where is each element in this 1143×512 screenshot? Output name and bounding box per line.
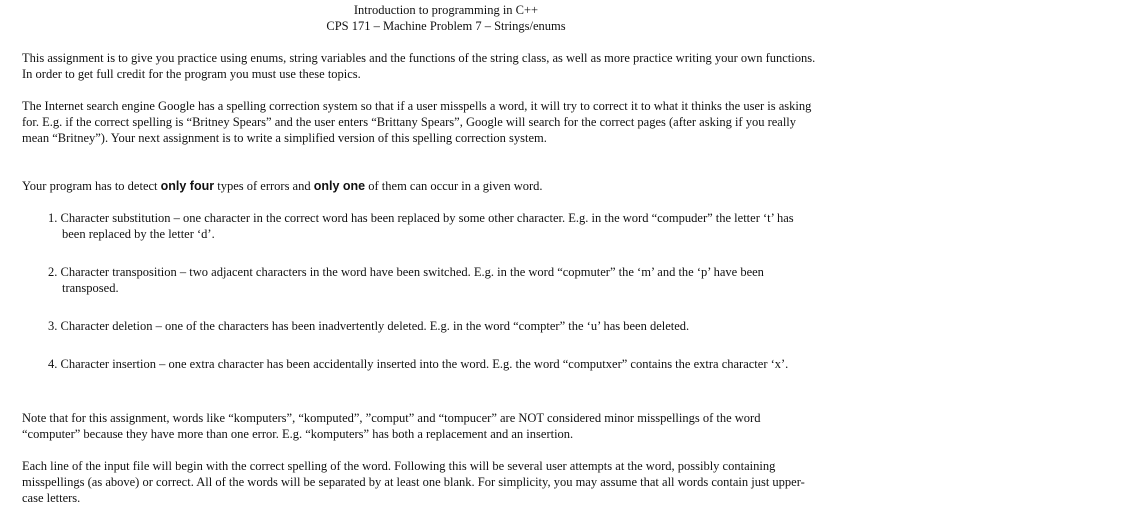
emphasis-only-one: only one	[313, 179, 366, 193]
error-types-text-3: of them can occur in a given word.	[365, 179, 543, 193]
google-paragraph-line-2: for. E.g. if the correct spelling is “Britney Spears” and the user enters “Brittany Spears”, Google will search for the correct pages (after asking if you really	[22, 115, 797, 129]
input-file-paragraph-line-3: case letters.	[22, 491, 81, 505]
emphasis-only-four: only four	[160, 179, 215, 193]
input-file-paragraph-line-1: Each line of the input file will begin with the correct spelling of the word. Following this will be several user attempts at the word, possibly containing	[22, 459, 776, 473]
input-file-paragraph-line-2: misspellings (as above) or correct. All of the words will be separated by at least one blank. For simplicity, you may assume that all words contain just upper-	[22, 475, 805, 489]
course-title: Introduction to programming in C++	[353, 3, 539, 17]
note-paragraph-line-2: “computer” because they have more than one error. E.g. “komputers” has both a replacement and an insertion.	[22, 427, 574, 441]
intro-paragraph-line-2: In order to get full credit for the program you must use these topics.	[22, 67, 361, 81]
google-paragraph-line-1: The Internet search engine Google has a spelling correction system so that if a user misspells a word, it will try to correct it to what it thinks the user is asking	[22, 99, 812, 113]
list-item-insertion: 4. Character insertion – one extra character has been accidentally inserted into the word. E.g. the word “computxer” contains the extra character ‘x’.	[48, 357, 789, 371]
error-types-text-2: types of errors and	[214, 179, 314, 193]
list-item-deletion: 3. Character deletion – one of the characters has been inadvertently deleted. E.g. in the word “compter” the ‘u’ has been deleted.	[48, 319, 690, 333]
error-types-sentence	[22, 178, 543, 194]
assignment-title: CPS 171 – Machine Problem 7 – Strings/enums	[326, 19, 566, 33]
list-item-substitution-line-2: been replaced by the letter ‘d’.	[62, 227, 215, 241]
note-paragraph-line-1: Note that for this assignment, words like “komputers”, “komputed”, ”comput” and “tompucer” are NOT considered minor misspellings of the word	[22, 411, 761, 425]
error-types-text-1: Your program has to detect	[22, 179, 161, 193]
google-paragraph-line-3: mean “Britney”). Your next assignment is to write a simplified version of this spelling correction system.	[22, 131, 547, 145]
intro-paragraph-line-1: This assignment is to give you practice using enums, string variables and the functions of the string class, as well as more practice writing your own functions.	[22, 51, 816, 65]
list-item-transposition-line-2: transposed.	[62, 281, 119, 295]
list-item-substitution-line-1: 1. Character substitution – one character in the correct word has been replaced by some other character. E.g. in the word “compuder” the letter ‘t’ has	[48, 211, 794, 225]
list-item-transposition-line-1: 2. Character transposition – two adjacent characters in the word have been switched. E.g. in the word “copmuter” the ‘m’ and the ‘p’ have been	[48, 265, 764, 279]
